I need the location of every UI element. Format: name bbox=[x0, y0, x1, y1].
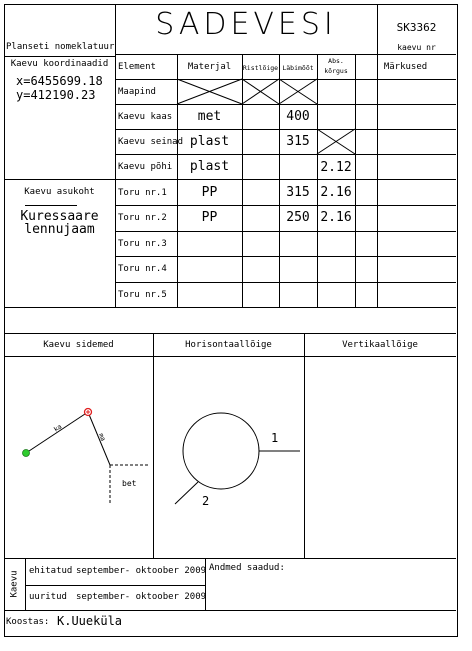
col-header-material: Materjal bbox=[187, 62, 232, 72]
koostas-value: K.Uueküla bbox=[57, 614, 123, 628]
material-cell: plast bbox=[189, 159, 230, 174]
coord-y: y=412190.23 bbox=[16, 88, 96, 102]
page-title: SADEVESI bbox=[155, 7, 337, 42]
row-label: Toru nr.5 bbox=[118, 290, 167, 300]
section-horisontaal: Horisontaallõige bbox=[185, 340, 272, 350]
material-cell: met bbox=[197, 109, 222, 124]
material-cell: plast bbox=[189, 134, 230, 149]
row-label: Kaevu seinad bbox=[118, 137, 184, 147]
material-cell: PP bbox=[201, 185, 218, 200]
abs-cell: 2.16 bbox=[320, 185, 352, 200]
section-sidemed: Kaevu sidemed bbox=[43, 340, 114, 350]
tie-label-a: ka bbox=[52, 422, 64, 434]
pipe-2-label: 2 bbox=[202, 494, 210, 508]
uuritud-label: uuritud bbox=[29, 592, 67, 602]
row-label: Maapind bbox=[118, 87, 156, 97]
row-label: Toru nr.4 bbox=[118, 264, 167, 274]
koostas-label: Koostas: bbox=[6, 617, 50, 627]
row-label: Toru nr.3 bbox=[118, 239, 167, 249]
labimoot-cell: 315 bbox=[286, 185, 310, 200]
ehitatud-value: september- oktoober 2009 bbox=[76, 566, 207, 576]
andmed-label: Andmed saadud: bbox=[209, 563, 285, 573]
location-label: Kaevu asukoht bbox=[24, 187, 95, 197]
section-vertikaal: Vertikaallõige bbox=[342, 340, 418, 350]
uuritud-value: september- oktoober 2009 bbox=[76, 592, 207, 602]
labimoot-cell: 315 bbox=[286, 134, 310, 149]
col-header-element: Element bbox=[118, 62, 156, 72]
coords-label: Kaevu koordinaadid bbox=[10, 59, 109, 69]
location-line2: lennujaam bbox=[24, 222, 95, 237]
row-label: Toru nr.1 bbox=[118, 188, 167, 198]
col-header-abs: Abs. bbox=[328, 57, 344, 65]
kaevu-label: Kaevu bbox=[9, 570, 20, 598]
row-label: Kaevu põhi bbox=[118, 162, 173, 172]
location-line1: Kuressaare bbox=[20, 209, 99, 224]
pipe-1-label: 1 bbox=[271, 431, 279, 445]
row-label: Kaevu kaas bbox=[118, 112, 173, 122]
coord-x: x=6455699.18 bbox=[16, 74, 103, 88]
col-header-markused: Märkused bbox=[383, 62, 428, 72]
col-header-ristloige: Ristlõige bbox=[242, 64, 279, 72]
row-label: Toru nr.2 bbox=[118, 213, 167, 223]
col-header-korgus: kõrgus bbox=[324, 67, 348, 75]
well-number: SK3362 bbox=[396, 21, 437, 34]
well-number-label: kaevu nr bbox=[397, 43, 436, 52]
tie-label-b: ma bbox=[96, 431, 108, 443]
abs-cell: 2.12 bbox=[320, 160, 352, 175]
planset-label: Planseti nomeklatuur bbox=[6, 42, 115, 52]
labimoot-cell: 400 bbox=[286, 109, 310, 124]
col-header-labimoot: Läbimõõt bbox=[282, 64, 314, 72]
ehitatud-label: ehitatud bbox=[29, 566, 73, 576]
tie-label-c: bet bbox=[122, 479, 137, 488]
abs-cell: 2.16 bbox=[320, 210, 352, 225]
labimoot-cell: 250 bbox=[286, 210, 310, 225]
material-cell: PP bbox=[201, 210, 218, 225]
